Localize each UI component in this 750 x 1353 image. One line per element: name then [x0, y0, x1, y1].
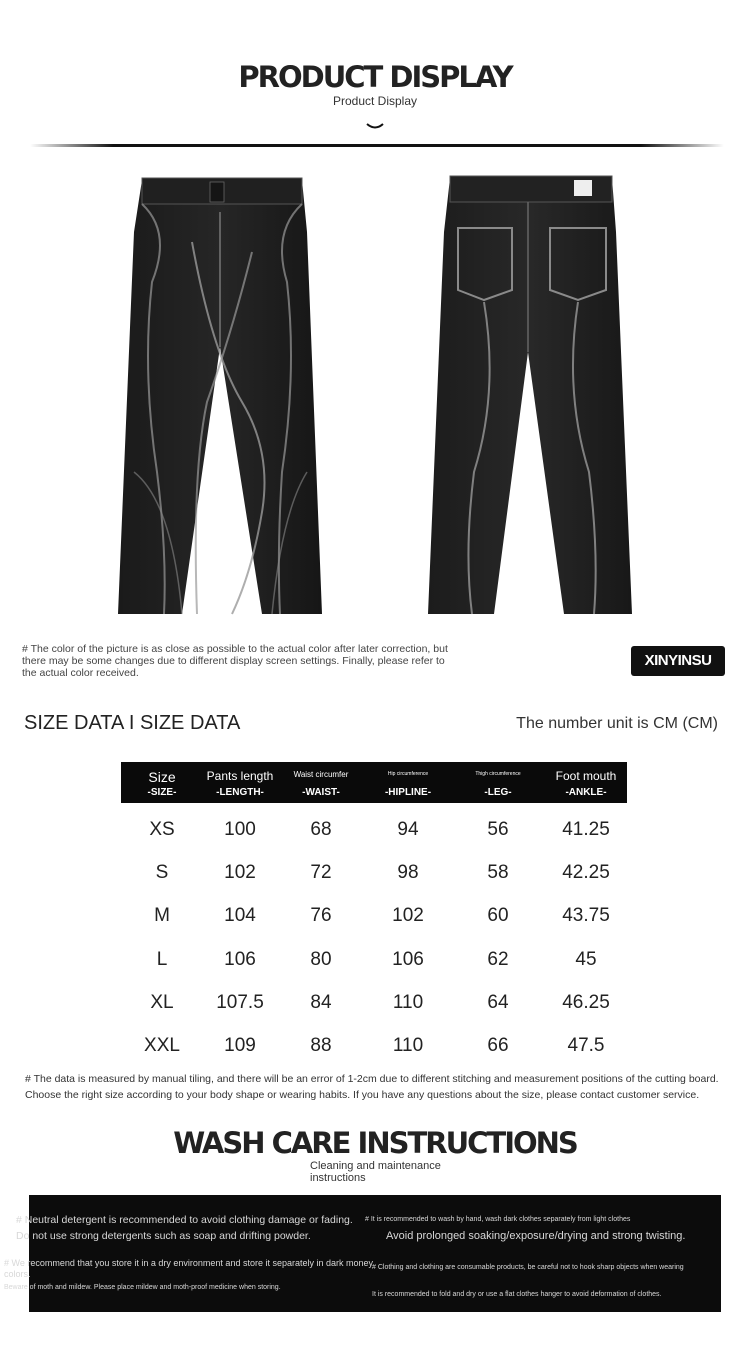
- header-size: [121, 762, 203, 803]
- table-row: [121, 893, 627, 936]
- color-note: # The color of the picture is as close as possible to the actual color after later correction, but there may be some changes due to different display screen settings. Finally, please refer to the actual color received.: [22, 643, 448, 679]
- table-cell: 58: [487, 862, 509, 884]
- table-cell: 110: [392, 1034, 424, 1056]
- table-cell: XS: [149, 819, 175, 840]
- header-leg: [451, 762, 545, 803]
- wash-text-left-1: # Neutral detergent is recommended to avoid clothing damage or fading.: [16, 1214, 353, 1226]
- table-cell: 102: [224, 862, 256, 884]
- header-waist: [277, 762, 365, 803]
- header-size-main: -SIZE-: [147, 787, 177, 798]
- table-cell: L: [156, 948, 168, 970]
- table-cell: 80: [310, 948, 332, 970]
- header-size-sub: Size: [148, 769, 176, 785]
- wash-text-left-3: # We recommend that you store it in a dry environment and store it separately in dark money colors.: [4, 1258, 374, 1279]
- wash-text-right-1: # It is recommended to wash by hand, wash dark clothes separately from light clothes: [365, 1216, 631, 1223]
- table-cell: 56: [487, 819, 509, 840]
- wash-text-right-2: Avoid prolonged soaking/exposure/drying and strong twisting.: [386, 1230, 686, 1242]
- table-row: [121, 850, 627, 893]
- table-cell: 64: [487, 991, 509, 1013]
- header-hipline: [365, 762, 451, 803]
- page-title: PRODUCT DISPLAY: [238, 60, 512, 94]
- brand-badge: XINYINSU: [631, 646, 725, 676]
- header-length-sub: Pants length: [206, 769, 274, 783]
- table-cell: S: [155, 862, 169, 884]
- table-row: [121, 937, 627, 980]
- table-cell: 84: [310, 991, 332, 1013]
- table-cell: 102: [392, 905, 424, 927]
- table-cell: XXL: [144, 1034, 180, 1056]
- wash-care-subtitle: Cleaning and maintenance instructions: [310, 1160, 441, 1184]
- jeans-back-image: [424, 172, 639, 618]
- table-cell: 106: [224, 948, 256, 970]
- divider: [30, 144, 724, 147]
- jeans-front-image: [112, 172, 327, 618]
- table-cell: 107.5: [216, 991, 264, 1013]
- table-cell: 98: [397, 862, 419, 884]
- table-cell: 43.75: [562, 905, 610, 927]
- table-cell: 76: [310, 905, 332, 927]
- table-cell: 47.5: [567, 1034, 605, 1056]
- header-hipline-sub: Hip circumference: [387, 771, 429, 777]
- table-cell: 72: [310, 862, 332, 884]
- table-cell: M: [154, 905, 170, 927]
- header-leg-main: -LEG-: [484, 787, 512, 798]
- table-row: [121, 807, 627, 850]
- wash-text-right-4: It is recommended to fold and dry or use a flat clothes hanger to avoid deformation of clothes.: [372, 1291, 662, 1298]
- header-hipline-main: -HIPLINE-: [384, 787, 432, 798]
- header-ankle-sub: Foot mouth: [555, 769, 617, 783]
- table-cell: 66: [487, 1034, 509, 1056]
- measurement-note-line2: Choose the right size according to your body shape or wearing habits. If you have any questions about the size, please contact customer service.: [25, 1089, 700, 1101]
- table-cell: 46.25: [562, 991, 610, 1013]
- size-table: [121, 762, 627, 1066]
- table-cell: 106: [392, 948, 424, 970]
- header-length: [203, 762, 277, 803]
- wash-text-right-3: # Clothing and clothing are consumable products, be careful not to hook sharp objects when wearing: [372, 1264, 684, 1271]
- table-cell: 94: [397, 819, 419, 840]
- table-cell: 62: [487, 948, 509, 970]
- chevron-down-icon: [366, 122, 384, 132]
- header-waist-main: -WAIST-: [302, 787, 340, 798]
- table-header: [121, 762, 627, 803]
- measurement-note: [25, 1071, 750, 1103]
- table-cell: 110: [392, 991, 424, 1013]
- wash-care-title: WASH CARE INSTRUCTIONS: [173, 1126, 577, 1160]
- table-cell: 68: [310, 819, 332, 840]
- unit-note: The number unit is CM (CM): [516, 715, 718, 732]
- table-cell: 45: [575, 948, 597, 970]
- table-cell: 109: [224, 1034, 256, 1056]
- header-length-main: -LENGTH-: [216, 787, 264, 798]
- measurement-note-line1: # The data is measured by manual tiling, and there will be an error of 1-2cm due to different stitching and measurement positions of the cutting board.: [25, 1073, 719, 1085]
- table-cell: 42.25: [562, 862, 610, 884]
- table-cell: 104: [224, 905, 256, 927]
- table-body: [121, 803, 627, 1066]
- table-cell: XL: [150, 991, 174, 1013]
- wash-text-left-2: Do not use strong detergents such as soap and drifting powder.: [16, 1230, 311, 1242]
- page-subtitle: Product Display: [332, 94, 418, 108]
- header-leg-sub: Thigh circumference: [475, 771, 521, 777]
- header-ankle-main: -ANKLE-: [565, 787, 607, 798]
- table-row: [121, 980, 627, 1023]
- wash-text-left-4: Beware of moth and mildew. Please place mildew and moth-proof medicine when storing.: [4, 1284, 281, 1291]
- table-cell: 100: [224, 819, 256, 840]
- size-section-title: SIZE DATA I SIZE DATA: [24, 712, 241, 734]
- header-ankle: [545, 762, 627, 803]
- table-row: [121, 1023, 627, 1066]
- table-cell: 60: [487, 905, 509, 927]
- table-cell: 41.25: [562, 819, 610, 840]
- table-cell: 88: [310, 1034, 332, 1056]
- header-waist-sub: Waist circumfer: [293, 770, 349, 779]
